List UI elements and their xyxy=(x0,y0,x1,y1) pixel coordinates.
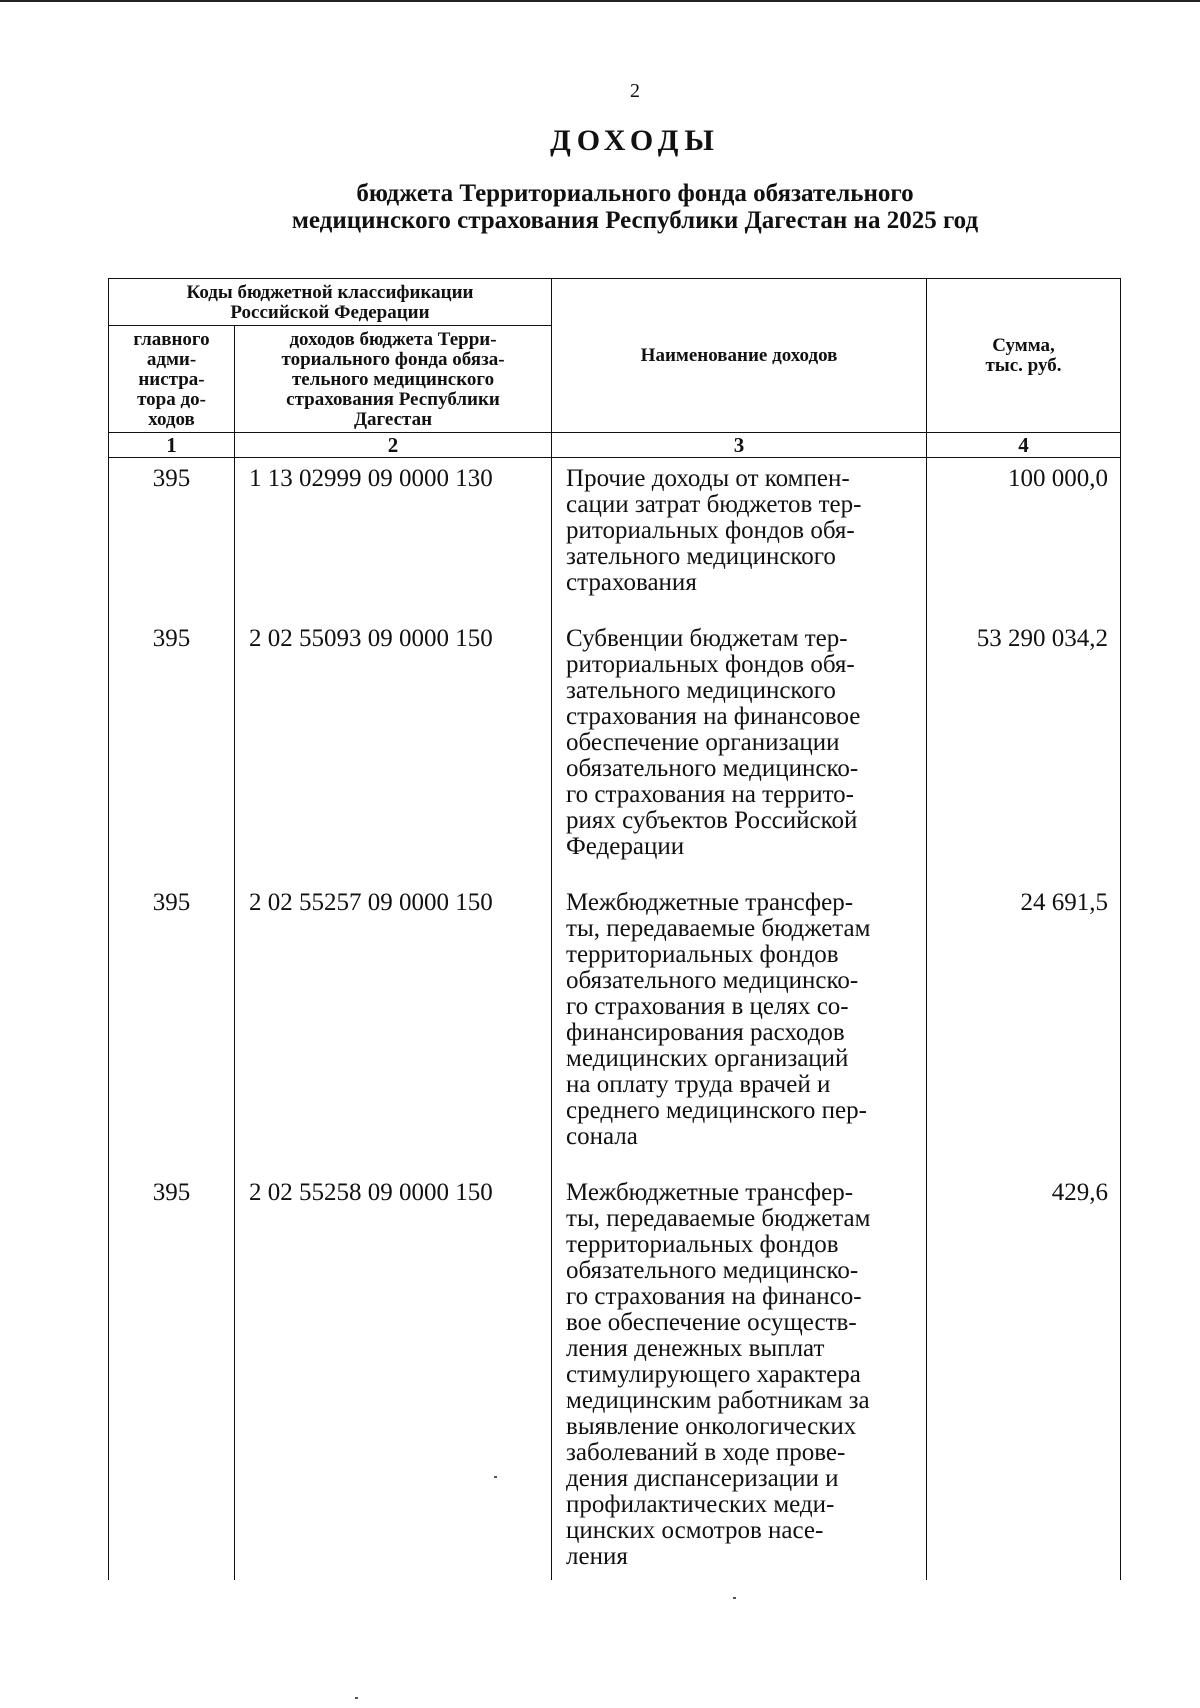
scan-speck xyxy=(494,1476,497,1478)
revenue-code-cell: 1 13 02999 09 0000 130 xyxy=(235,458,552,619)
document-title: ДОХОДЫ xyxy=(550,124,720,157)
amount-cell: 53 290 034,2 xyxy=(927,618,1121,882)
revenue-name-cell xyxy=(552,1172,927,1580)
header-amount xyxy=(927,279,1121,433)
scan-speck xyxy=(733,1597,736,1599)
name-line: риториальных фондов обя- xyxy=(566,651,855,678)
name-line: риториальных фондов обя- xyxy=(566,517,855,544)
header-line: Дагестан xyxy=(353,409,433,430)
name-line: медицинских организаций xyxy=(566,1045,849,1072)
name-line: го страхования на финансо- xyxy=(566,1283,862,1310)
name-line: риях субъектов Российской xyxy=(566,807,858,834)
name-line: обязательного медицинско- xyxy=(566,755,859,782)
header-line: Российской Федерации xyxy=(230,302,430,323)
header-chief-administrator xyxy=(109,326,235,433)
revenue-name-cell xyxy=(552,882,927,1172)
name-line: Прочие доходы от компен- xyxy=(566,465,850,492)
column-number: 3 xyxy=(552,433,927,458)
header-line: тельного медицинского xyxy=(291,369,495,390)
name-line: среднего медицинского пер- xyxy=(566,1097,867,1124)
header-line: страхования Республики xyxy=(286,389,500,410)
admin-code-cell: 395 xyxy=(109,458,235,619)
header-line: тора до- xyxy=(137,389,206,410)
name-line: сонала xyxy=(566,1123,638,1150)
subtitle-line: бюджета Территориального фонда обязательного xyxy=(356,180,914,207)
header-line: тыс. руб. xyxy=(985,354,1062,376)
column-number: 4 xyxy=(927,433,1121,458)
name-line: го страхования в целях со- xyxy=(566,993,849,1020)
table-row xyxy=(109,618,1121,882)
name-line: цинских осмотров насе- xyxy=(566,1517,824,1544)
name-line: территориальных фондов xyxy=(566,1231,839,1258)
column-number: 2 xyxy=(235,433,552,458)
document-subtitle xyxy=(0,180,1200,234)
header-line: доходов бюджета Терри- xyxy=(289,329,497,350)
amount-cell: 429,6 xyxy=(927,1172,1121,1580)
name-line: медицинским работникам за xyxy=(566,1387,870,1414)
name-line: Субвенции бюджетам тер- xyxy=(566,625,848,652)
name-line: выявление онкологических xyxy=(566,1413,857,1440)
name-line: ты, передаваемые бюджетам xyxy=(566,1205,871,1232)
name-line: профилактических меди- xyxy=(566,1491,835,1518)
name-line: обязательного медицинско- xyxy=(566,1257,859,1284)
name-line: обеспечение организации xyxy=(566,729,840,756)
name-line: ты, передаваемые бюджетам xyxy=(566,915,871,942)
name-line: зательного медицинского xyxy=(566,677,836,704)
name-line: обязательного медицинско- xyxy=(566,967,859,994)
scan-speck xyxy=(355,1697,358,1699)
name-line: финансирования расходов xyxy=(566,1019,845,1046)
revenue-code-cell: 2 02 55093 09 0000 150 xyxy=(235,618,552,882)
table-row xyxy=(109,882,1121,1172)
revenue-table-container xyxy=(108,278,1120,1580)
header-line: Сумма, xyxy=(992,334,1055,356)
header-revenue-codes xyxy=(235,326,552,433)
name-line: страхования xyxy=(566,569,697,596)
revenue-code-cell: 2 02 55257 09 0000 150 xyxy=(235,882,552,1172)
header-line: ториального фонда обяза- xyxy=(281,349,505,370)
revenue-table xyxy=(108,278,1121,1580)
amount-cell: 100 000,0 xyxy=(927,458,1121,619)
scan-edge xyxy=(0,0,1200,2)
name-line: территориальных фондов xyxy=(566,941,839,968)
name-line: Федерации xyxy=(566,833,685,860)
header-line: нистра- xyxy=(138,369,205,390)
page-number: 2 xyxy=(630,80,640,102)
name-line: ления денежных выплат xyxy=(566,1335,825,1362)
header-line: главного xyxy=(133,329,210,350)
table-row xyxy=(109,1172,1121,1580)
name-line: на оплату труда врачей и xyxy=(566,1071,831,1098)
header-classification-codes xyxy=(109,279,552,326)
table-row xyxy=(109,458,1121,619)
name-line: заболеваний в ходе прове- xyxy=(566,1439,846,1466)
amount-cell: 24 691,5 xyxy=(927,882,1121,1172)
name-line: стимулирующего характера xyxy=(566,1361,861,1388)
name-line: вое обеспечение осуществ- xyxy=(566,1309,857,1336)
admin-code-cell: 395 xyxy=(109,618,235,882)
header-line: Коды бюджетной классификации xyxy=(186,282,474,303)
revenue-name-cell xyxy=(552,458,927,619)
name-line: дения диспансеризации и xyxy=(566,1465,839,1492)
name-line: страхования на финансовое xyxy=(566,703,861,730)
subtitle-line: медицинского страхования Республики Дагестан на 2025 год xyxy=(291,207,979,234)
column-number: 1 xyxy=(109,433,235,458)
name-line: зательного медицинского xyxy=(566,543,836,570)
name-line: го страхования на террито- xyxy=(566,781,854,808)
name-line: ления xyxy=(566,1543,628,1570)
revenue-code-cell: 2 02 55258 09 0000 150 xyxy=(235,1172,552,1580)
header-line: адми- xyxy=(146,349,197,370)
revenue-name-cell xyxy=(552,618,927,882)
name-line: Межбюджетные трансфер- xyxy=(566,1179,854,1206)
header-revenue-name: Наименование доходов xyxy=(552,279,927,433)
header-line: ходов xyxy=(148,409,195,430)
admin-code-cell: 395 xyxy=(109,882,235,1172)
name-line: сации затрат бюджетов тер- xyxy=(566,491,862,518)
admin-code-cell: 395 xyxy=(109,1172,235,1580)
name-line: Межбюджетные трансфер- xyxy=(566,889,854,916)
